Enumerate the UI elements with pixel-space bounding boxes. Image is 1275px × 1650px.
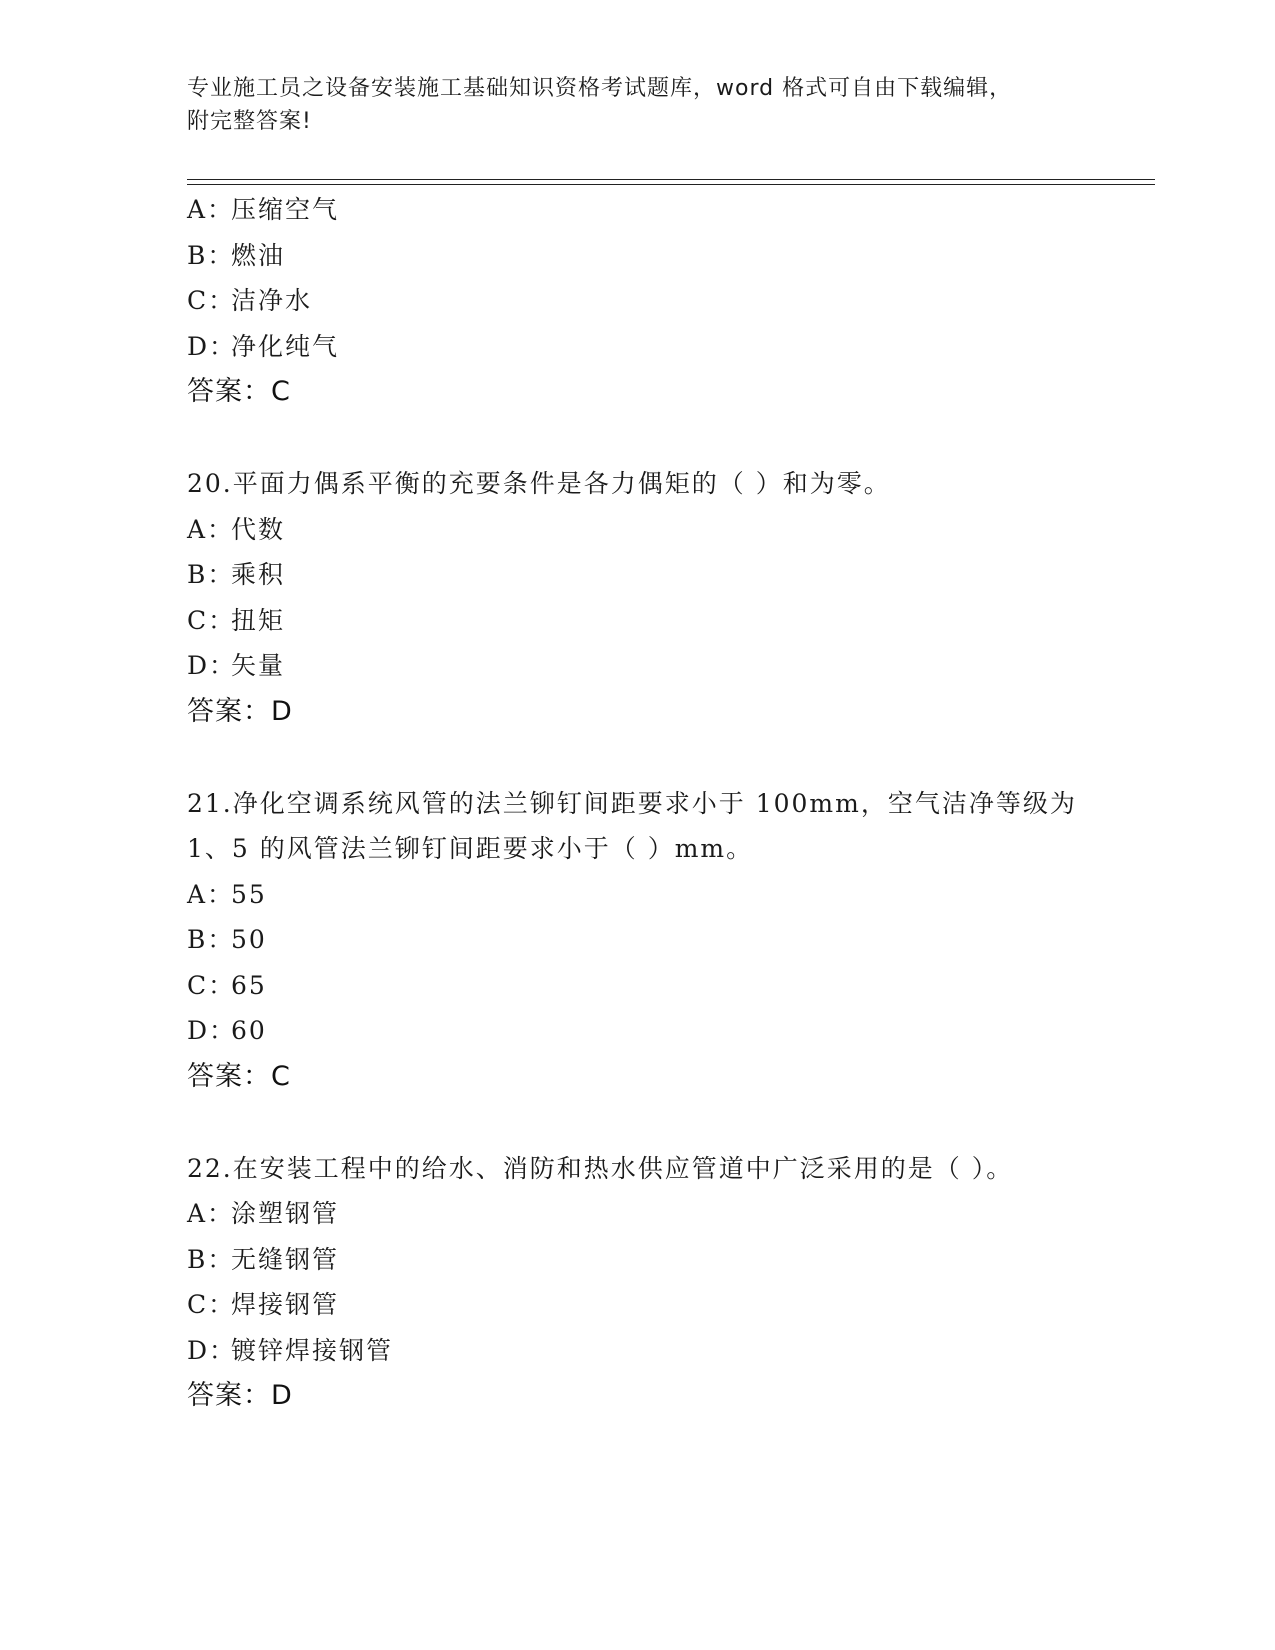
question-19 — [187, 187, 1087, 415]
option-text: 乘积 — [231, 560, 286, 589]
question-text: 21.净化空调系统风管的法兰铆钉间距要求小于 100mm，空气洁净等级为 1、5 的风管法兰铆钉间距要求小于（ ）mm。 — [187, 788, 1077, 863]
option-c — [187, 963, 1087, 1009]
option-text: 矢量 — [231, 651, 286, 680]
option-d — [187, 324, 1087, 370]
option-c — [187, 598, 1087, 644]
option-text: 无缝钢管 — [231, 1244, 340, 1274]
option-text: 60 — [231, 1016, 267, 1045]
question-22 — [187, 1146, 1087, 1420]
option-letter: A： — [187, 1199, 235, 1228]
option-c — [187, 278, 1087, 324]
option-c — [187, 1282, 1087, 1328]
option-letter: C： — [187, 970, 236, 1000]
option-text: 压缩空气 — [231, 195, 340, 224]
option-text: 50 — [231, 925, 267, 954]
answer-line: 答案：D — [187, 1380, 293, 1411]
header-title-line-1: 专业施工员之设备安装施工基础知识资格考试题库，word 格式可自由下载编辑， — [187, 76, 1013, 101]
option-letter: D： — [187, 1016, 237, 1045]
option-text: 焊接钢管 — [231, 1290, 340, 1319]
option-text: 代数 — [231, 514, 286, 544]
option-letter: C： — [187, 1290, 236, 1319]
option-letter: D： — [187, 651, 237, 680]
option-d — [187, 643, 1087, 689]
option-letter: B： — [187, 925, 235, 954]
option-letter: D： — [187, 1335, 237, 1365]
option-text: 涂塑钢管 — [231, 1199, 340, 1228]
option-letter: A： — [187, 195, 235, 224]
header-divider — [187, 179, 1155, 180]
document-header — [187, 72, 1087, 138]
question-text: 20.平面力偶系平衡的充要条件是各力偶矩的（ ）和为零。 — [187, 469, 891, 498]
question-20 — [187, 461, 1087, 735]
option-d — [187, 1328, 1087, 1374]
answer-line: 答案：D — [187, 695, 293, 727]
option-text: 镀锌焊接钢管 — [231, 1335, 394, 1365]
option-a — [187, 872, 1087, 918]
option-a — [187, 1191, 1087, 1237]
option-text: 65 — [231, 970, 267, 1000]
option-text: 55 — [231, 879, 267, 909]
header-divider — [187, 184, 1155, 185]
option-letter: B： — [187, 240, 235, 270]
option-b — [187, 233, 1087, 279]
option-letter: B： — [187, 1244, 235, 1274]
question-text: 22.在安装工程中的给水、消防和热水供应管道中广泛采用的是（ ）。 — [187, 1153, 1014, 1183]
option-letter: A： — [187, 514, 235, 544]
option-text: 洁净水 — [231, 286, 313, 315]
option-text: 燃油 — [231, 240, 286, 270]
option-a — [187, 507, 1087, 553]
option-a — [187, 187, 1087, 233]
option-b — [187, 917, 1087, 963]
option-b — [187, 1237, 1087, 1283]
option-letter: A： — [187, 879, 235, 909]
option-text: 扭矩 — [231, 605, 286, 635]
option-b — [187, 552, 1087, 598]
answer-line: 答案：C — [187, 376, 291, 407]
header-title-line-2: 附完整答案! — [187, 109, 312, 134]
option-letter: C： — [187, 286, 236, 315]
option-letter: C： — [187, 605, 236, 635]
answer-line: 答案：C — [187, 1060, 291, 1092]
option-d — [187, 1008, 1087, 1054]
question-21 — [187, 781, 1087, 1100]
option-letter: B： — [187, 560, 235, 589]
question-list — [187, 187, 1087, 1419]
option-letter: D： — [187, 331, 237, 361]
option-text: 净化纯气 — [231, 331, 340, 361]
